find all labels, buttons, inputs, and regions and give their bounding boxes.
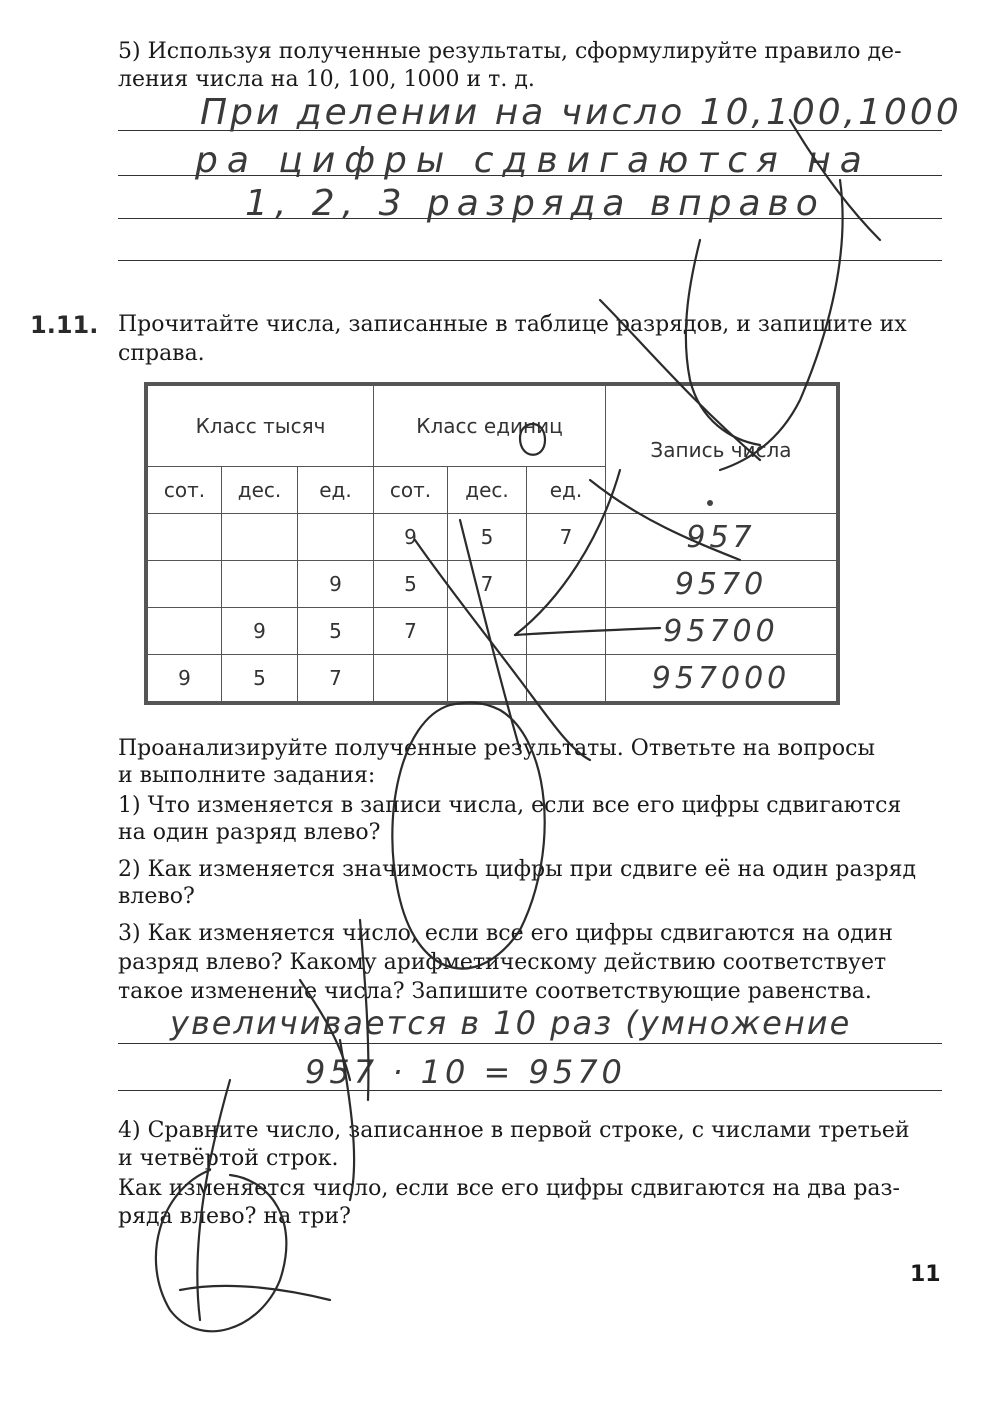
class-thousands-header: Класс тысяч (146, 384, 374, 467)
page-number: 11 (910, 1262, 941, 1287)
question1-line1: 1) Что изменяется в записи числа, если все его цифры сдвигаются (118, 793, 902, 818)
digit-cell: 5 (222, 655, 298, 704)
task111-text-line2: справа. (118, 341, 205, 366)
digit-cell: 7 (527, 514, 606, 561)
sub-header: дес. (222, 467, 298, 514)
task5-text-line1: 5) Используя полученные результаты, сформулируйте правило де- (118, 39, 902, 64)
digit-cell (222, 514, 298, 561)
table-row (146, 514, 838, 561)
digit-cell (527, 608, 606, 655)
sub-header: ед. (298, 467, 374, 514)
digit-cell: 5 (448, 514, 527, 561)
task111-text-line1: Прочитайте числа, записанные в таблице разрядов, и запишите их (118, 312, 907, 337)
handwritten-record: 95700 (606, 608, 839, 655)
sub-header: сот. (146, 467, 222, 514)
sub-header: дес. (448, 467, 527, 514)
record-header: Запись числа (606, 384, 839, 514)
task5-text-line2: ления числа на 10, 100, 1000 и т. д. (118, 67, 535, 92)
digit-cell (374, 655, 448, 704)
handwritten-record: 957000 (606, 655, 839, 704)
question2-line2: влево? (118, 884, 195, 909)
handwritten-answer3-line1: увеличивается в 10 раз (умножение (170, 1004, 852, 1042)
task4-line4: ряда влево? на три? (118, 1204, 351, 1229)
task4-line1: 4) Сравните число, записанное в первой строке, с числами третьей (118, 1118, 910, 1143)
class-units-header: Класс единиц (374, 384, 606, 467)
digit-cell: 5 (298, 608, 374, 655)
digit-cell (146, 561, 222, 608)
task4-line2: и четвёртой строк. (118, 1146, 339, 1171)
question3-line2: разряд влево? Какому арифметическому действию соответствует (118, 950, 887, 975)
handwritten-record: 9570 (606, 561, 839, 608)
question3-line3: такое изменение числа? Запишите соответствующие равенства. (118, 979, 872, 1004)
digit-cell (222, 561, 298, 608)
digit-cell (146, 514, 222, 561)
question2-line1: 2) Как изменяется значимость цифры при сдвиге её на один разряд (118, 857, 917, 882)
digit-cell (146, 608, 222, 655)
question1-line2: на один разряд влево? (118, 820, 381, 845)
task-number: 1.11. (30, 311, 99, 339)
digit-cell: 9 (146, 655, 222, 704)
digit-cell (298, 514, 374, 561)
analysis-line1: Проанализируйте полученные результаты. Ответьте на вопросы (118, 736, 875, 761)
answer-line (118, 1043, 942, 1044)
sub-header: сот. (374, 467, 448, 514)
digit-cell (527, 561, 606, 608)
digit-cell (527, 655, 606, 704)
handwritten-answer-line2: ра цифры сдвигаются на (195, 140, 871, 181)
digit-cell: 7 (448, 561, 527, 608)
analysis-line2: и выполните задания: (118, 763, 376, 788)
digit-cell: 9 (222, 608, 298, 655)
task4-line3: Как изменяется число, если все его цифры сдвигаются на два раз- (118, 1176, 900, 1201)
digit-cell: 7 (374, 608, 448, 655)
digit-cell (448, 608, 527, 655)
digit-cell: 7 (298, 655, 374, 704)
digit-cell: 9 (374, 514, 448, 561)
digit-cell (448, 655, 527, 704)
table-row (146, 561, 838, 608)
handwritten-answer-line1: При делении на число 10,100,1000 (200, 92, 962, 133)
question3-line1: 3) Как изменяется число, если все его цифры сдвигаются на один (118, 921, 893, 946)
digit-cell: 5 (374, 561, 448, 608)
sub-header: ед. (527, 467, 606, 514)
digit-cell: 9 (298, 561, 374, 608)
place-value-table (144, 382, 840, 705)
handwritten-answer3-line2: 957 · 10 = 9570 (305, 1053, 626, 1091)
table-row (146, 655, 838, 704)
table-row (146, 608, 838, 655)
answer-line (118, 260, 942, 261)
handwritten-record: 957 (606, 514, 839, 561)
handwritten-answer-line3: 1, 2, 3 разряда вправо (245, 183, 825, 224)
